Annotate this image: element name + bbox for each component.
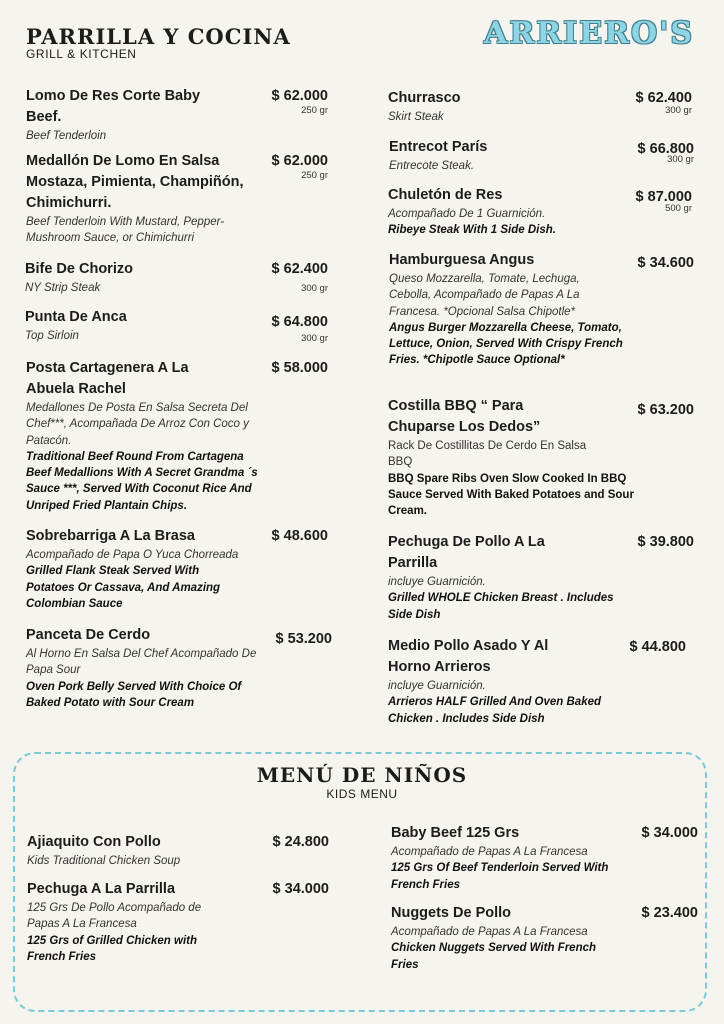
item-description: incluye Guarnición.	[388, 576, 486, 588]
item-price: $ 66.800	[637, 141, 694, 157]
item-description: Beef Tenderloin	[26, 130, 107, 142]
item-name: Medio Pollo Asado Y Al Horno Arrieros	[388, 638, 549, 675]
item-name: Ajiaquito Con Pollo	[27, 834, 161, 850]
item-weight: 300 gr	[301, 283, 328, 294]
item-name: Chuletón de Res	[388, 187, 503, 203]
item-name: Churrasco	[388, 90, 461, 106]
item-price: $ 44.800	[629, 639, 686, 655]
item-description: Entrecote Steak.	[389, 160, 475, 172]
menu-item	[389, 250, 694, 369]
item-name: Nuggets De Pollo	[391, 905, 512, 921]
item-english-description: Arrieros HALF Grilled And Oven Baked Chicken . Includes Side Dish	[388, 696, 602, 725]
menu-item	[388, 636, 686, 727]
item-name: Panceta De Cerdo	[26, 627, 151, 643]
menu-item	[388, 396, 694, 519]
item-name: Pechuga De Pollo A La Parrilla	[388, 534, 545, 571]
item-description: Top Sirloin	[25, 330, 79, 342]
item-description: Acompañado De 1 Guarnición.	[388, 208, 546, 220]
item-description: Al Horno En Salsa Del Chef Acompañado De Papa Sour	[26, 648, 257, 677]
kids-menu-item	[391, 903, 698, 973]
item-name: Lomo De Res Corte Baby Beef.	[26, 88, 201, 125]
kids-menu-item	[391, 823, 698, 893]
menu-item	[388, 185, 692, 239]
section-subtitle: GRILL & KITCHEN	[26, 47, 137, 61]
item-name: Hamburguesa Angus	[389, 252, 535, 268]
item-name: Medallón De Lomo En Salsa Mostaza, Pimienta, Champiñón, Chimichurri.	[26, 153, 244, 211]
item-weight: 300 gr	[301, 333, 328, 344]
item-price: $ 62.400	[635, 90, 692, 106]
kids-menu-title: MENÚ DE NIÑOS	[256, 763, 468, 787]
brand-logo: ARRIERO'S	[484, 16, 694, 51]
item-price: $ 34.600	[637, 255, 694, 271]
item-name: Sobrebarriga A La Brasa	[26, 528, 195, 544]
kids-menu-item	[27, 832, 329, 869]
item-price: $ 24.800	[272, 834, 329, 850]
item-weight: 300 gr	[665, 105, 692, 116]
menu-item	[26, 625, 332, 711]
item-price: $ 53.200	[275, 631, 332, 647]
item-weight: 250 gr	[301, 105, 328, 116]
item-description: Rack De Costillitas De Cerdo En Salsa BBQ	[388, 440, 587, 469]
item-price: $ 34.000	[272, 881, 329, 897]
item-price: $ 87.000	[635, 189, 692, 205]
item-english-description: BBQ Spare Ribs Oven Slow Cooked In BBQ Sauce Served With Baked Potatoes and Sour Cream.	[388, 472, 634, 518]
item-description: Beef Tenderloin With Mustard, Pepper-Mushroom Sauce, or Chimichurri	[26, 216, 225, 245]
kids-menu-item	[27, 879, 329, 965]
menu-item	[389, 137, 694, 174]
item-description: Kids Traditional Chicken Soup	[27, 855, 181, 867]
item-price: $ 39.800	[637, 534, 694, 550]
kids-menu-subtitle: KIDS MENU	[326, 787, 398, 801]
item-description: Medallones De Posta En Salsa Secreta Del Chef***, Acompañada De Arroz Con Coco y Patacón.	[26, 402, 249, 447]
item-price: $ 62.000	[271, 88, 328, 104]
item-english-description: Grilled Flank Steak Served With Potatoes Or Cassava, And Amazing Colombian Sauce	[26, 565, 221, 610]
item-price: $ 62.000	[271, 153, 328, 169]
item-english-description: Grilled WHOLE Chicken Breast . Includes Side Dish	[388, 592, 614, 621]
item-english-description: Angus Burger Mozzarella Cheese, Tomato, Lettuce, Onion, Served With Crispy French Fries. *Chipotle Sauce Optional*	[389, 321, 623, 367]
item-description: NY Strip Steak	[25, 282, 101, 294]
item-description: Acompañado de Papa O Yuca Chorreada	[26, 549, 239, 561]
item-price: $ 62.400	[271, 261, 328, 277]
item-name: Punta De Anca	[25, 309, 127, 325]
item-name: Entrecot París	[389, 139, 488, 155]
menu-item	[26, 358, 328, 514]
menu-item	[388, 88, 692, 125]
item-name: Costilla BBQ “ Para Chuparse Los Dedos”	[388, 398, 541, 435]
item-english-description: 125 Grs of Grilled Chicken with French Fries	[27, 934, 197, 963]
item-english-description: Traditional Beef Round From Cartagena Beef Medallions With A Secret Grandma ´s Sauce ***, Served With Coconut Rice And Unriped Fried Plantain Chips.	[26, 450, 258, 512]
menu-item	[25, 259, 328, 296]
menu-item	[388, 532, 694, 623]
item-price: $ 48.600	[271, 528, 328, 544]
item-english-description: Oven Pork Belly Served With Choice Of Baked Potato with Sour Cream	[26, 680, 242, 709]
item-price: $ 34.000	[641, 825, 698, 841]
item-description: 125 Grs De Pollo Acompañado de Papas A La Francesa	[27, 902, 202, 931]
item-weight: 500 gr	[665, 203, 692, 214]
item-price: $ 63.200	[637, 402, 694, 418]
item-weight: 250 gr	[301, 170, 328, 181]
item-english-description: 125 Grs Of Beef Tenderloin Served With French Fries	[391, 862, 609, 891]
item-weight: 300 gr	[667, 154, 694, 165]
section-title: PARRILLA Y COCINA	[26, 24, 291, 49]
item-description: Acompañado de Papas A La Francesa	[391, 926, 588, 938]
item-description: Queso Mozzarella, Tomate, Lechuga, Cebolla, Acompañado de Papas A La Francesa. *Opcional Salsa Chipotle*	[389, 273, 580, 318]
menu-item	[26, 526, 328, 612]
item-price: $ 23.400	[641, 905, 698, 921]
menu-item	[26, 151, 328, 247]
item-english-description: Chicken Nuggets Served With French Fries	[391, 942, 597, 971]
menu-item	[26, 86, 328, 144]
item-price: $ 58.000	[271, 360, 328, 376]
item-description: Acompañado de Papas A La Francesa	[391, 846, 588, 858]
item-english-description: Ribeye Steak With 1 Side Dish.	[388, 224, 556, 237]
item-name: Bife De Chorizo	[25, 261, 133, 277]
item-price: $ 64.800	[271, 314, 328, 330]
item-description: Skirt Steak	[388, 111, 444, 123]
item-description: incluye Guarnición.	[388, 680, 486, 692]
item-name: Posta Cartagenera A La Abuela Rachel	[26, 360, 189, 397]
item-name: Baby Beef 125 Grs	[391, 825, 520, 841]
menu-item	[25, 307, 328, 344]
item-name: Pechuga A La Parrilla	[27, 881, 176, 897]
